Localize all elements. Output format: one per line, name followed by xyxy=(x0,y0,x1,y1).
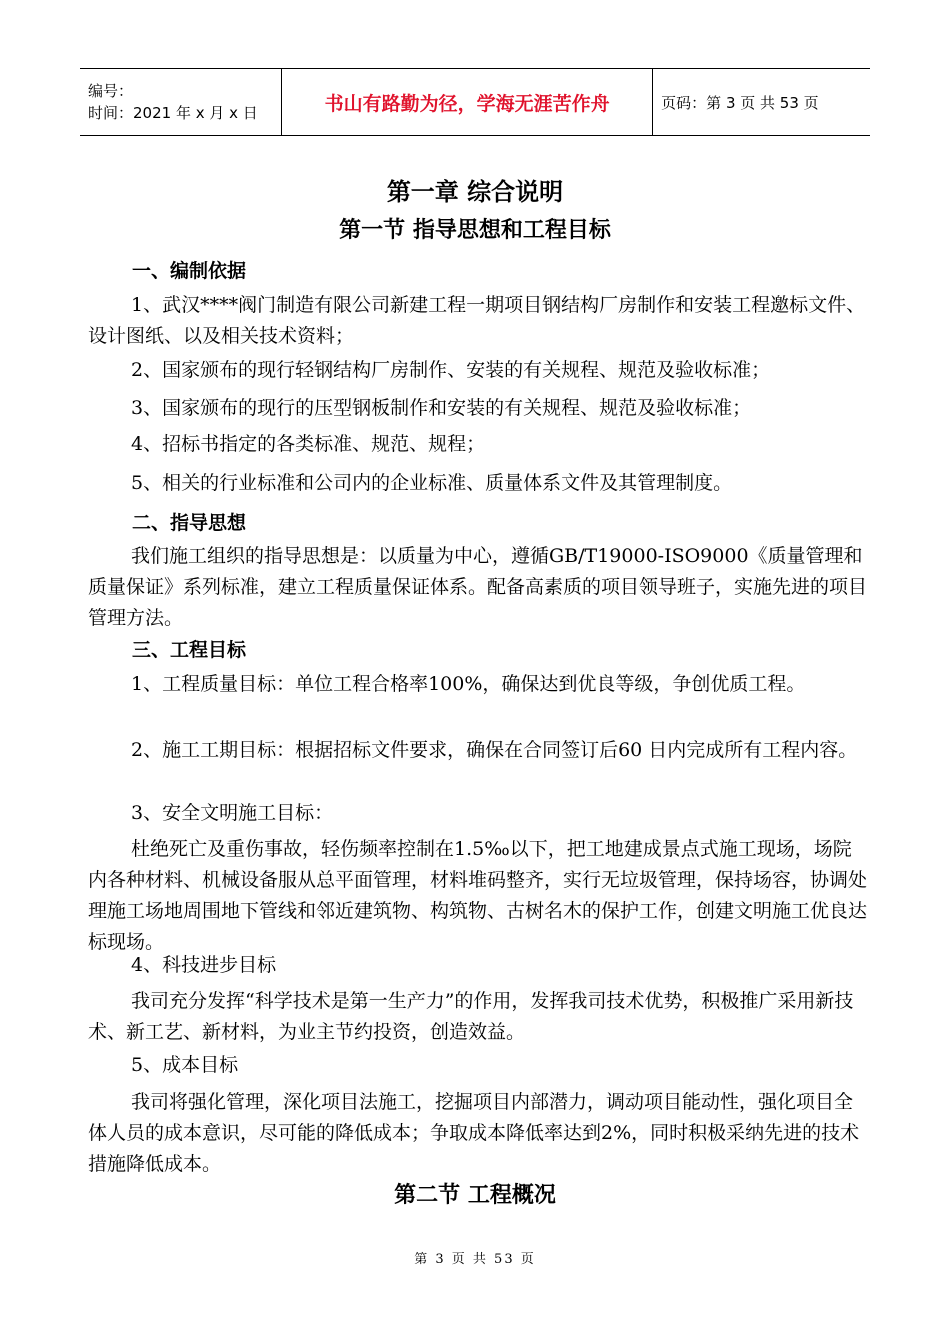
schedule-target: 2、施工工期目标：根据招标文件要求，确保在合同签订后60 日内完成所有工程内容。 xyxy=(131,739,858,761)
cost-title: 5、成本目标 xyxy=(131,1054,239,1076)
safety-text: 杜绝死亡及重伤事故，轻伤频率控制在1.5‰以下，把工地建成景点式施工现场，场院内各种材料、机械设备服从总平面管理，材料堆码整齐，实行无垃圾管理，保持场容，协调处理施工场地周围地下管线和邻近建筑物、构筑物、古树名木的保护工作，创建文明施工优良达标现场。 xyxy=(88,838,868,953)
page-header xyxy=(80,68,870,136)
basis-item-1: 1、武汉****阀门制造有限公司新建工程一期项目钢结构厂房制作和安装工程邀标文件、设计图纸、以及相关技术资料； xyxy=(88,294,866,347)
page-footer: 第 3 页 共 53 页 xyxy=(414,1252,536,1267)
header-page: 页码：第 3 页 共 53 页 xyxy=(653,69,870,136)
section-title-2: 第二节 工程概况 xyxy=(394,1183,556,1208)
basis-item-3: 3、国家颁布的现行的压型钢板制作和安装的有关规程、规范及验收标准； xyxy=(131,397,752,419)
basis-item-4: 4、招标书指定的各类标准、规范、规程； xyxy=(131,433,486,455)
time-label: 时间：2021 年 x 月 x 日 xyxy=(88,104,258,122)
header-meta xyxy=(80,69,282,136)
header-motto: 书山有路勤为径，学海无涯苦作舟 xyxy=(282,69,653,136)
cost-text: 我司将强化管理，深化项目法施工，挖掘项目内部潜力，调动项目能动性，强化项目全体人员的成本意识，尽可能的降低成本；争取成本降低率达到2%，同时积极采纳先进的技术措施降低成本。 xyxy=(88,1091,860,1175)
section-title-1: 第一节 指导思想和工程目标 xyxy=(339,218,611,243)
basis-item-2: 2、国家颁布的现行轻钢结构厂房制作、安装的有关规程、规范及验收标准； xyxy=(131,359,771,381)
number-label: 编号： xyxy=(88,82,134,100)
basis-heading: 一、编制依据 xyxy=(132,260,247,282)
tech-title: 4、科技进步目标 xyxy=(131,954,277,976)
guiding-text: 我们施工组织的指导思想是：以质量为中心，遵循GB/T19000-ISO9000《质量管理和质量保证》系列标准，建立工程质量保证体系。配备高素质的项目领导班子，实施先进的项目管理方法。 xyxy=(88,545,868,629)
quality-target: 1、工程质量目标：单位工程合格率100%，确保达到优良等级，争创优质工程。 xyxy=(131,673,806,695)
safety-title: 3、安全文明施工目标： xyxy=(131,802,334,824)
guiding-heading: 二、指导思想 xyxy=(132,512,247,534)
targets-heading: 三、工程目标 xyxy=(132,639,247,661)
basis-item-5: 5、相关的行业标准和公司内的企业标准、质量体系文件及其管理制度。 xyxy=(131,472,733,494)
chapter-title: 第一章 综合说明 xyxy=(386,178,564,206)
tech-text: 我司充分发挥“科学技术是第一生产力”的作用，发挥我司技术优势，积极推广采用新技术、新工艺、新材料，为业主节约投资，创造效益。 xyxy=(88,990,854,1043)
